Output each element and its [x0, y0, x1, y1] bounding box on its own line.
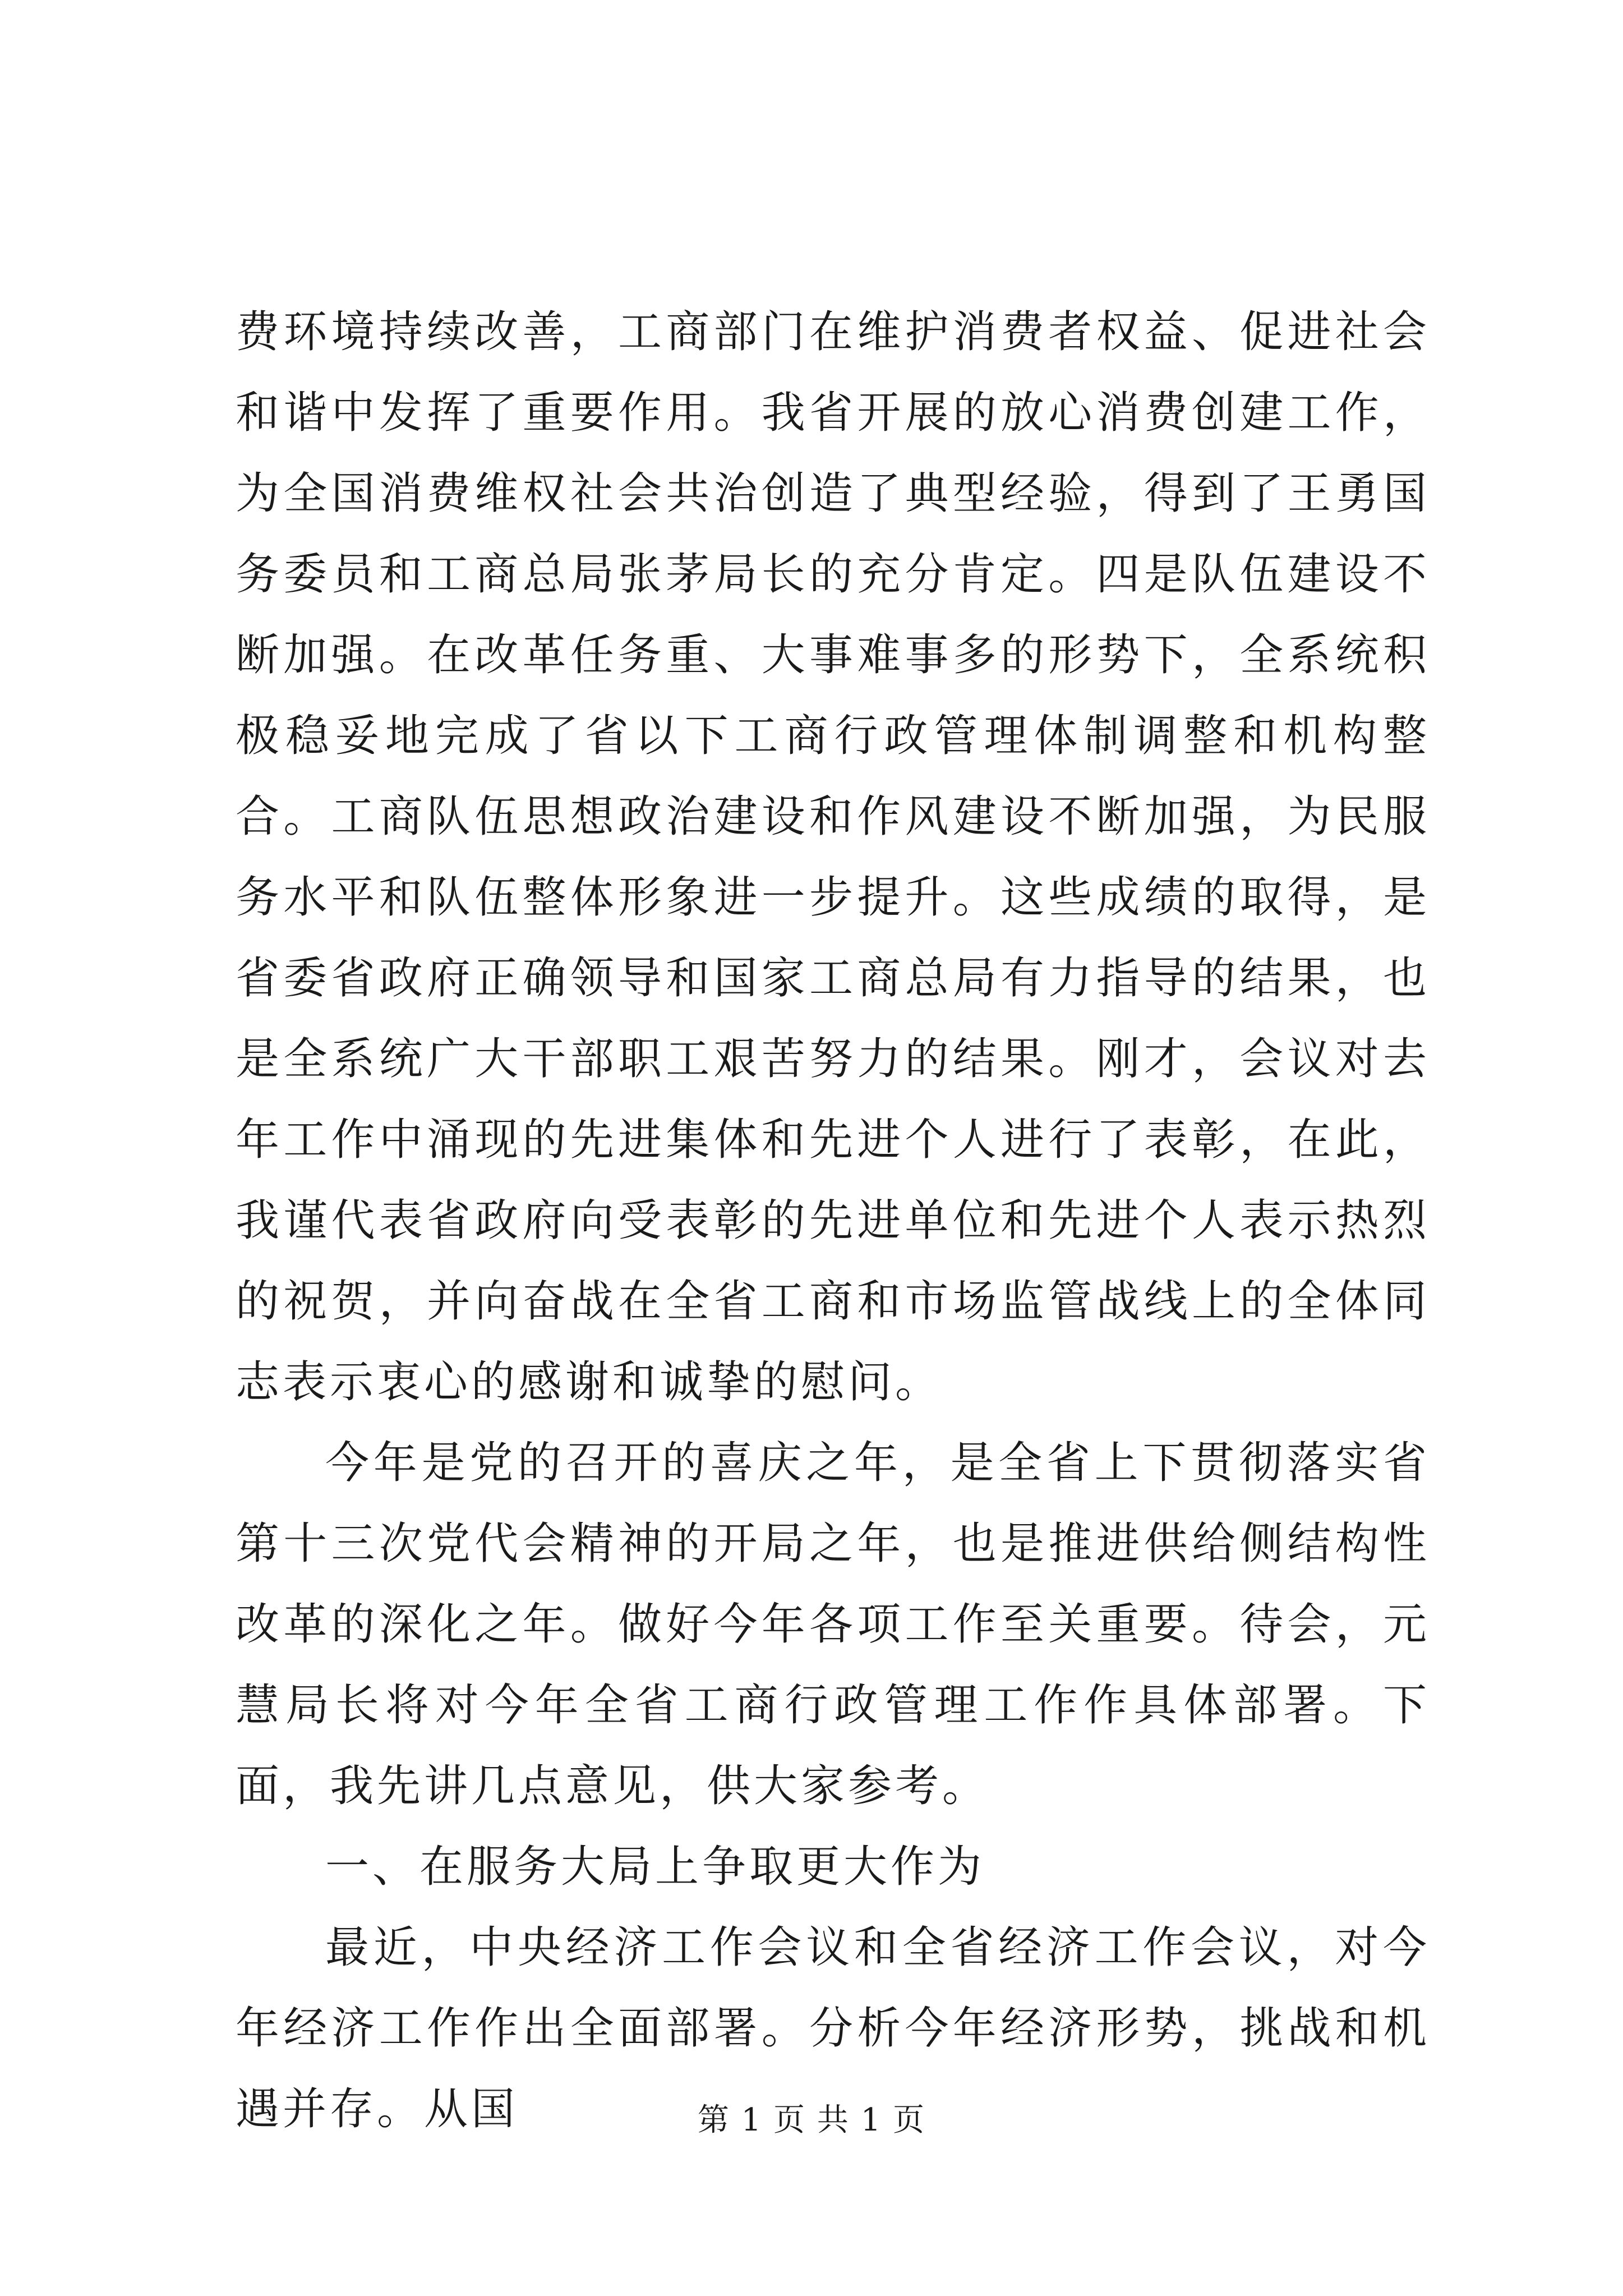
- document-body: [236, 292, 1430, 2150]
- section-heading: 一、在服务大局上争取更大作为: [325, 1842, 985, 1892]
- page-number-footer: 第 1 页 共 1 页: [697, 2102, 926, 2138]
- paragraph-1: 费环境持续改善，工商部门在维护消费者权益、促进社会和谐中发挥了重要作用。我省开展的放心消费创建工作，为全国消费维权社会共治创造了典型经验，得到了王勇国务委员和工商总局张茅局长的充分肯定。四是队伍建设不断加强。在改革任务重、大事难事多的形势下，全系统积极稳妥地完成了省以下工商行政管理体制调整和机构整合。工商队伍思想政治建设和作风建设不断加强，为民服务水平和队伍整体形象进一步提升。这些成绩的取得，是省委省政府正确领导和国家工商总局有力指导的结果，也是全系统广大干部职工艰苦努力的结果。刚才，会议对去年工作中涌现的先进集体和先进个人进行了表彰，在此，我谨代表省政府向受表彰的先进单位和先进个人表示热烈的祝贺，并向奋战在全省工商和市场监管战线上的全体同志表示衷心的感谢和诚挚的慰问。: [236, 307, 1430, 1407]
- paragraph-3: 最近，中央经济工作会议和全省经济工作会议，对今年经济工作作出全面部署。分析今年经济形势，挑战和机遇并存。从国: [236, 1922, 1430, 2134]
- paragraph-2: 今年是党的召开的喜庆之年，是全省上下贯彻落实省第十三次党代会精神的开局之年，也是推进供给侧结构性改革的深化之年。做好今年各项工作至关重要。待会，元慧局长将对今年全省工商行政管理工作作具体部署。下面，我先讲几点意见，供大家参考。: [236, 1438, 1430, 1811]
